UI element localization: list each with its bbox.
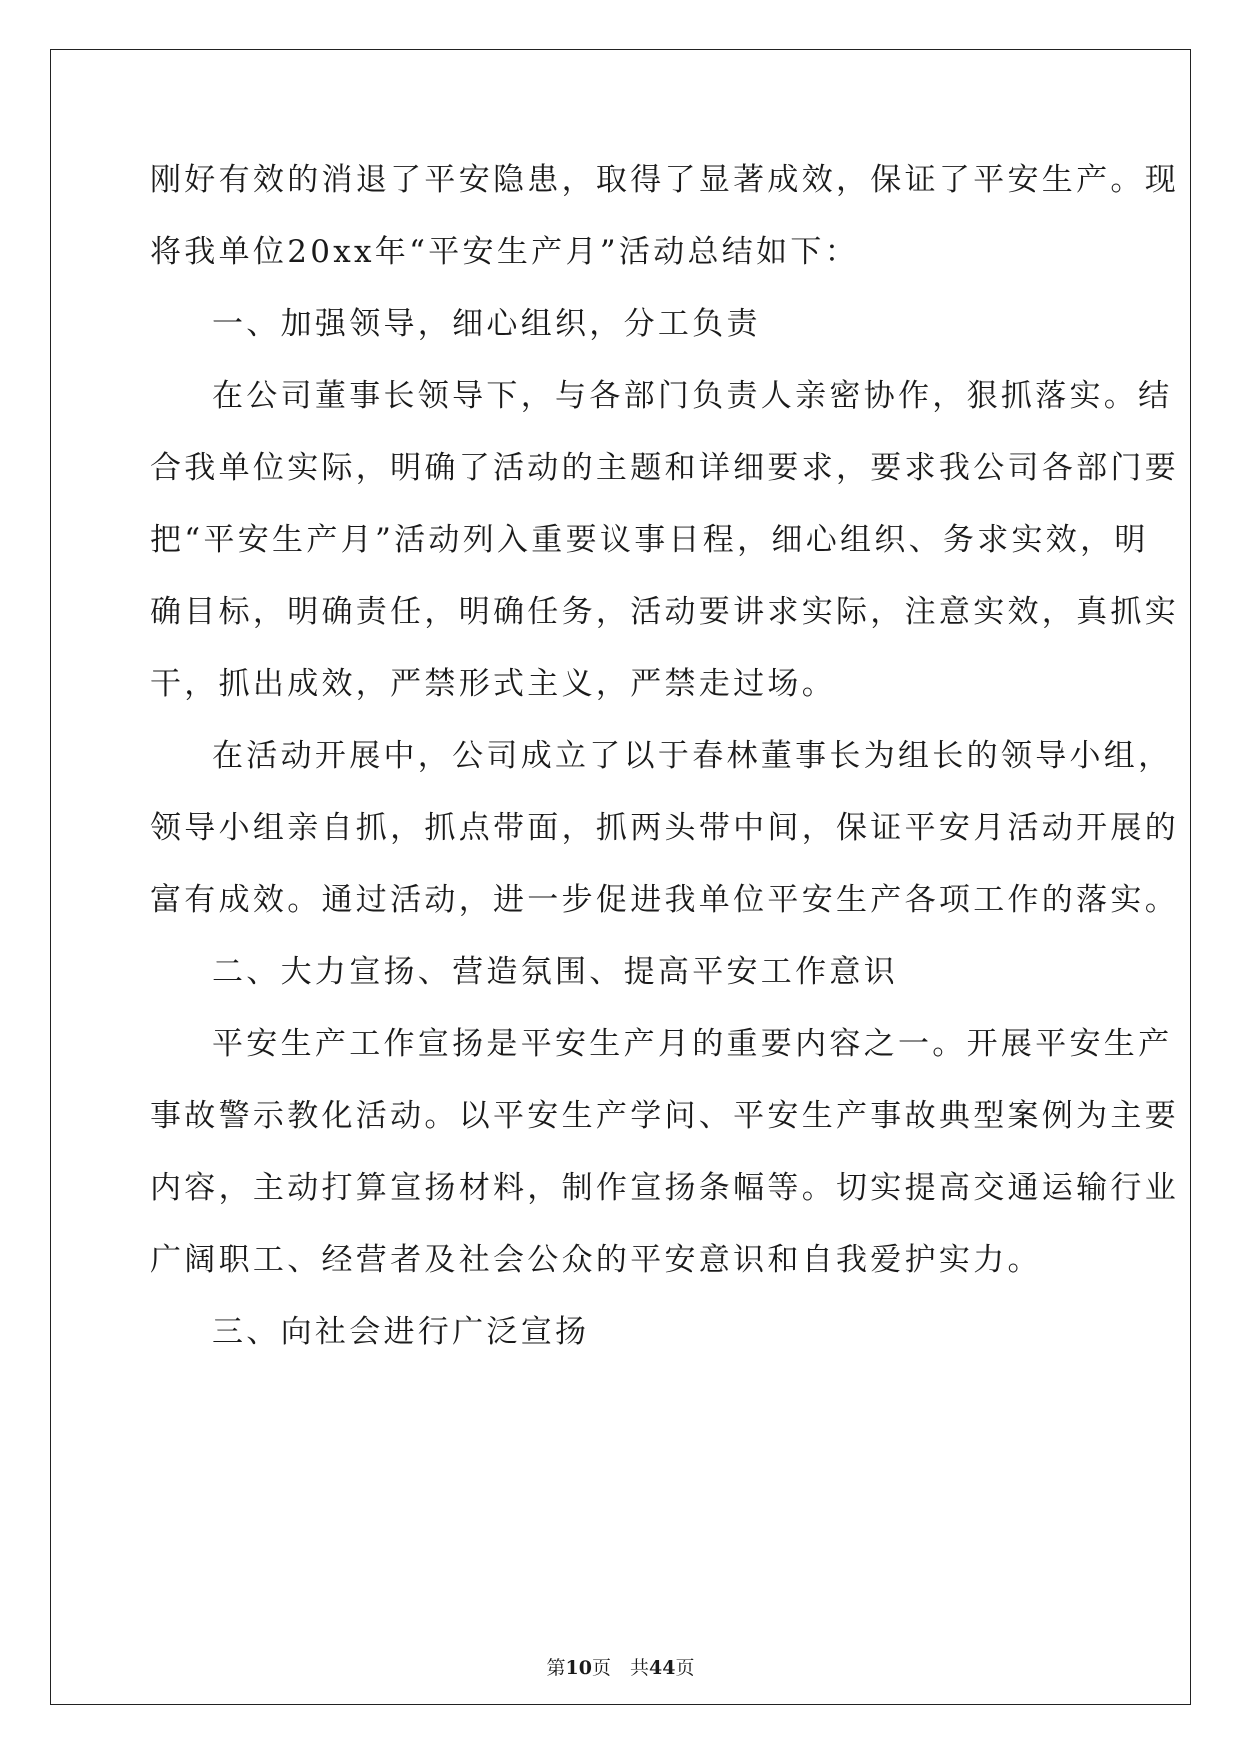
section-heading: 一、加强领导，细心组织，分工负责 bbox=[212, 306, 761, 342]
footer-prefix: 第 bbox=[546, 1657, 566, 1679]
text-line: 合我单位实际，明确了活动的主题和详细要求，要求我公司各部门要 bbox=[150, 450, 1179, 486]
text-line: 平安生产工作宣扬是平安生产月的重要内容之一。开展平安生产 bbox=[212, 1026, 1173, 1062]
text-line: 干，抓出成效，严禁形式主义，严禁走过场。 bbox=[150, 666, 836, 702]
text-line: 事故警示教化活动。以平安生产学问、平安生产事故典型案例为主要 bbox=[150, 1098, 1179, 1134]
text-line: 内容，主动打算宣扬材料，制作宣扬条幅等。切实提高交通运输行业 bbox=[150, 1170, 1179, 1206]
footer-middle: 页 共 bbox=[591, 1657, 649, 1679]
section-heading: 三、向社会进行广泛宣扬 bbox=[212, 1314, 590, 1350]
section-heading: 二、大力宣扬、营造氛围、提高平安工作意识 bbox=[212, 954, 898, 990]
text-line: 将我单位20xx年“平安生产月”活动总结如下： bbox=[150, 234, 860, 270]
page-border bbox=[50, 49, 1191, 1705]
text-line: 领导小组亲自抓，抓点带面，抓两头带中间，保证平安月活动开展的 bbox=[150, 810, 1179, 846]
text-line: 在活动开展中，公司成立了以于春林董事长为组长的领导小组， bbox=[212, 738, 1173, 774]
current-page-number: 10 bbox=[565, 1657, 592, 1679]
text-line: 广阔职工、经营者及社会公众的平安意识和自我爱护实力。 bbox=[150, 1242, 1042, 1278]
page-footer bbox=[0, 1656, 1241, 1680]
total-pages-number: 44 bbox=[649, 1657, 676, 1679]
text-line: 刚好有效的消退了平安隐患，取得了显著成效，保证了平安生产。现 bbox=[150, 162, 1179, 198]
text-line: 在公司董事长领导下，与各部门负责人亲密协作，狠抓落实。结 bbox=[212, 378, 1173, 414]
footer-suffix: 页 bbox=[675, 1657, 695, 1679]
text-line: 富有成效。通过活动，进一步促进我单位平安生产各项工作的落实。 bbox=[150, 882, 1179, 918]
text-line: 把“平安生产月”活动列入重要议事日程，细心组织、务求实效，明 bbox=[150, 522, 1149, 558]
text-line: 确目标，明确责任，明确任务，活动要讲求实际，注意实效，真抓实 bbox=[150, 594, 1179, 630]
